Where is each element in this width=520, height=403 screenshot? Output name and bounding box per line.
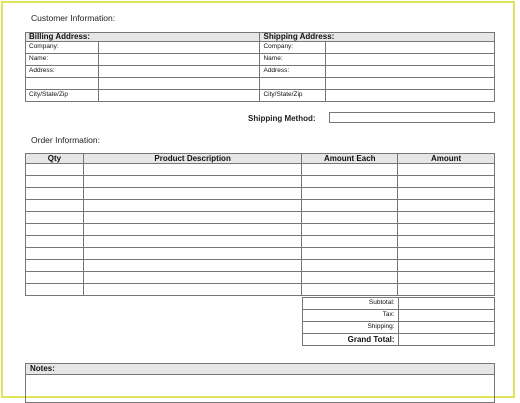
table-row <box>26 236 495 248</box>
amount-cell[interactable] <box>398 284 495 296</box>
subtotal-label: Subtotal: <box>303 298 399 310</box>
qty-cell[interactable] <box>26 272 84 284</box>
description-cell[interactable] <box>83 200 301 212</box>
description-cell[interactable] <box>83 260 301 272</box>
amount-each-cell[interactable] <box>302 248 398 260</box>
description-cell[interactable] <box>83 224 301 236</box>
amount-each-cell[interactable] <box>302 188 398 200</box>
grand-total-value[interactable] <box>398 334 494 346</box>
amount-each-cell[interactable] <box>302 212 398 224</box>
totals-table <box>302 297 495 346</box>
table-row <box>26 188 495 200</box>
customer-info-heading: Customer Information: <box>31 13 116 23</box>
tax-value[interactable] <box>398 310 494 322</box>
billing-city-label: City/State/Zip <box>26 90 99 102</box>
billing-name-field[interactable] <box>98 54 260 66</box>
description-cell[interactable] <box>83 284 301 296</box>
billing-address2-label <box>26 78 99 90</box>
amount-each-cell[interactable] <box>302 200 398 212</box>
qty-cell[interactable] <box>26 176 84 188</box>
shipping-address2-label <box>260 78 326 90</box>
amount-cell[interactable] <box>398 212 495 224</box>
qty-cell[interactable] <box>26 260 84 272</box>
table-row <box>26 176 495 188</box>
billing-address-label: Address: <box>26 66 99 78</box>
billing-company-field[interactable] <box>98 42 260 54</box>
shipping-value[interactable] <box>398 322 494 334</box>
qty-cell[interactable] <box>26 200 84 212</box>
amount-cell[interactable] <box>398 260 495 272</box>
billing-address2-field[interactable] <box>98 78 260 90</box>
col-amount-each-header: Amount Each <box>302 154 398 164</box>
description-cell[interactable] <box>83 212 301 224</box>
tax-label: Tax: <box>303 310 399 322</box>
table-row <box>26 212 495 224</box>
qty-cell[interactable] <box>26 224 84 236</box>
shipping-address-field[interactable] <box>326 66 495 78</box>
col-amount-header: Amount <box>398 154 495 164</box>
amount-cell[interactable] <box>398 176 495 188</box>
shipping-address-title: Shipping Address: <box>260 33 495 42</box>
table-row <box>26 200 495 212</box>
billing-company-label: Company: <box>26 42 99 54</box>
shipping-method-label: Shipping Method: <box>248 114 316 123</box>
description-cell[interactable] <box>83 188 301 200</box>
subtotal-value[interactable] <box>398 298 494 310</box>
amount-cell[interactable] <box>398 236 495 248</box>
amount-each-cell[interactable] <box>302 236 398 248</box>
table-row <box>26 164 495 176</box>
table-row <box>26 272 495 284</box>
address-table <box>25 32 495 102</box>
billing-name-label: Name: <box>26 54 99 66</box>
amount-each-cell[interactable] <box>302 272 398 284</box>
amount-cell[interactable] <box>398 272 495 284</box>
notes-title: Notes: <box>30 364 55 373</box>
notes-header <box>26 364 494 375</box>
amount-each-cell[interactable] <box>302 260 398 272</box>
shipping-label: Shipping: <box>303 322 399 334</box>
col-qty-header: Qty <box>26 154 84 164</box>
amount-cell[interactable] <box>398 164 495 176</box>
shipping-company-field[interactable] <box>326 42 495 54</box>
qty-cell[interactable] <box>26 188 84 200</box>
description-cell[interactable] <box>83 176 301 188</box>
amount-each-cell[interactable] <box>302 176 398 188</box>
amount-cell[interactable] <box>398 188 495 200</box>
qty-cell[interactable] <box>26 212 84 224</box>
billing-city-field[interactable] <box>98 90 260 102</box>
amount-each-cell[interactable] <box>302 284 398 296</box>
shipping-address2-field[interactable] <box>326 78 495 90</box>
description-cell[interactable] <box>83 272 301 284</box>
description-cell[interactable] <box>83 164 301 176</box>
col-description-header: Product Description <box>83 154 301 164</box>
table-row <box>26 260 495 272</box>
qty-cell[interactable] <box>26 284 84 296</box>
shipping-company-label: Company: <box>260 42 326 54</box>
description-cell[interactable] <box>83 236 301 248</box>
grand-total-label: Grand Total: <box>303 334 399 346</box>
shipping-city-label: City/State/Zip <box>260 90 326 102</box>
qty-cell[interactable] <box>26 248 84 260</box>
shipping-name-field[interactable] <box>326 54 495 66</box>
description-cell[interactable] <box>83 248 301 260</box>
shipping-city-field[interactable] <box>326 90 495 102</box>
table-row <box>26 248 495 260</box>
amount-each-cell[interactable] <box>302 164 398 176</box>
billing-address-field[interactable] <box>98 66 260 78</box>
notes-box[interactable] <box>25 363 495 403</box>
shipping-name-label: Name: <box>260 54 326 66</box>
amount-cell[interactable] <box>398 224 495 236</box>
qty-cell[interactable] <box>26 164 84 176</box>
shipping-method-field[interactable] <box>329 112 495 123</box>
table-row <box>26 284 495 296</box>
billing-address-title: Billing Address: <box>26 33 260 42</box>
order-info-heading: Order Information: <box>31 135 100 145</box>
amount-cell[interactable] <box>398 248 495 260</box>
order-table <box>25 153 495 296</box>
qty-cell[interactable] <box>26 236 84 248</box>
amount-each-cell[interactable] <box>302 224 398 236</box>
shipping-address-label: Address: <box>260 66 326 78</box>
table-row <box>26 224 495 236</box>
amount-cell[interactable] <box>398 200 495 212</box>
